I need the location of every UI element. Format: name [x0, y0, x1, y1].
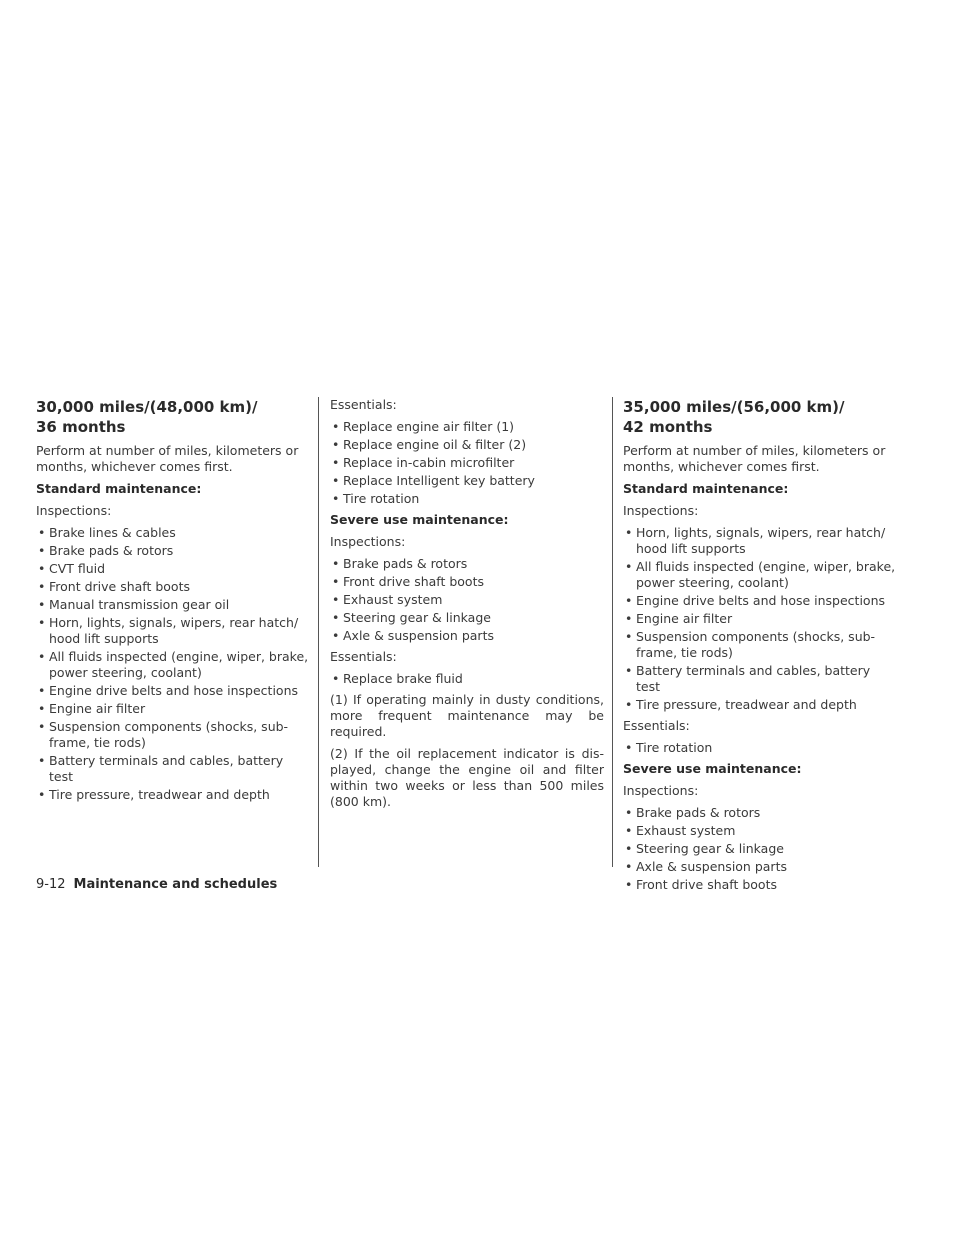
- severe-inspection-list: [330, 556, 604, 644]
- list-item: • Tire rotation: [330, 491, 604, 507]
- column-divider-2: [612, 397, 613, 867]
- list-item: • Exhaust system: [330, 592, 604, 608]
- heading-line-2: 36 months: [36, 418, 126, 436]
- list-item: • Engine air filter: [623, 611, 897, 627]
- list-item: • Front drive shaft boots: [623, 877, 897, 893]
- list-item: • Replace engine oil & filter (2): [330, 437, 604, 453]
- list-item: • Steering gear & linkage: [330, 610, 604, 626]
- severe-use-label: Severe use maintenance:: [330, 512, 509, 527]
- list-item: • Front drive shaft boots: [36, 579, 310, 595]
- severe-inspections-label: Inspections:: [623, 783, 699, 798]
- list-item: • Suspension components (shocks, sub-frame, tie rods): [36, 719, 310, 751]
- intro-text: Perform at number of miles, kilometers or months, whichever comes first.: [36, 443, 299, 474]
- list-item: • Brake pads & rotors: [623, 805, 897, 821]
- list-item: • Engine drive belts and hose inspections: [36, 683, 310, 699]
- heading-line-1: 35,000 miles/(56,000 km)/: [623, 398, 845, 416]
- list-item: • Engine air filter: [36, 701, 310, 717]
- inspections-label: Inspections:: [623, 503, 699, 518]
- inspections-label: Inspections:: [36, 503, 112, 518]
- list-item: • Axle & suspension parts: [623, 859, 897, 875]
- list-item: • All fluids inspected (engine, wiper, brake, power steering, coolant): [36, 649, 310, 681]
- severe-essentials-list: [330, 671, 604, 687]
- list-item: • Replace brake fluid: [330, 671, 604, 687]
- list-item: • CVT fluid: [36, 561, 310, 577]
- essentials-list: [330, 419, 604, 507]
- severe-essentials-label: Essentials:: [330, 649, 397, 664]
- list-item: • Suspension components (shocks, sub-frame, tie rods): [623, 629, 897, 661]
- heading-line-1: 30,000 miles/(48,000 km)/: [36, 398, 258, 416]
- column-35000-miles: [623, 397, 897, 898]
- list-item: • Horn, lights, signals, wipers, rear hatch/ hood lift supports: [36, 615, 310, 647]
- list-item: • Brake pads & rotors: [330, 556, 604, 572]
- severe-inspections-label: Inspections:: [330, 534, 406, 549]
- inspection-list: [36, 525, 310, 803]
- list-item: • Battery terminals and cables, battery test: [36, 753, 310, 785]
- severe-use-label: Severe use maintenance:: [623, 761, 802, 776]
- list-item: • Steering gear & linkage: [623, 841, 897, 857]
- list-item: • All fluids inspected (engine, wiper, brake, power steering, coolant): [623, 559, 897, 591]
- list-item: • Engine drive belts and hose inspections: [623, 593, 897, 609]
- list-item: • Manual transmission gear oil: [36, 597, 310, 613]
- list-item: • Axle & suspension parts: [330, 628, 604, 644]
- inspection-list: [623, 525, 897, 713]
- footnote-1: (1) If operating mainly in dusty conditions, more frequent maintenance may be required.: [330, 692, 604, 739]
- intro-text: Perform at number of miles, kilometers or months, whichever comes first.: [623, 443, 886, 474]
- column-30000-continued: [330, 397, 604, 816]
- page-number: 9-12: [36, 877, 66, 892]
- list-item: • Brake pads & rotors: [36, 543, 310, 559]
- section-title: Maintenance and schedules: [73, 877, 278, 892]
- section-heading-35000: [623, 397, 897, 437]
- standard-maintenance-label: Standard maintenance:: [36, 481, 202, 496]
- essentials-label: Essentials:: [330, 397, 397, 412]
- footnote-2: (2) If the oil replacement indicator is dis-played, change the engine oil and filter within two weeks or less than 500 miles (800 km).: [330, 746, 604, 809]
- list-item: • Replace in-cabin microfilter: [330, 455, 604, 471]
- column-divider-1: [318, 397, 319, 867]
- list-item: • Exhaust system: [623, 823, 897, 839]
- list-item: • Tire rotation: [623, 740, 897, 756]
- page-footer: [36, 876, 277, 894]
- column-30000-miles: [36, 397, 310, 808]
- essentials-list: [623, 740, 897, 756]
- list-item: • Battery terminals and cables, battery test: [623, 663, 897, 695]
- list-item: • Brake lines & cables: [36, 525, 310, 541]
- list-item: • Replace engine air filter (1): [330, 419, 604, 435]
- list-item: • Tire pressure, treadwear and depth: [36, 787, 310, 803]
- list-item: • Front drive shaft boots: [330, 574, 604, 590]
- list-item: • Tire pressure, treadwear and depth: [623, 697, 897, 713]
- severe-inspection-list: [623, 805, 897, 893]
- section-heading-30000: [36, 397, 310, 437]
- essentials-label: Essentials:: [623, 718, 690, 733]
- list-item: • Replace Intelligent key battery: [330, 473, 604, 489]
- heading-line-2: 42 months: [623, 418, 713, 436]
- list-item: • Horn, lights, signals, wipers, rear hatch/ hood lift supports: [623, 525, 897, 557]
- standard-maintenance-label: Standard maintenance:: [623, 481, 789, 496]
